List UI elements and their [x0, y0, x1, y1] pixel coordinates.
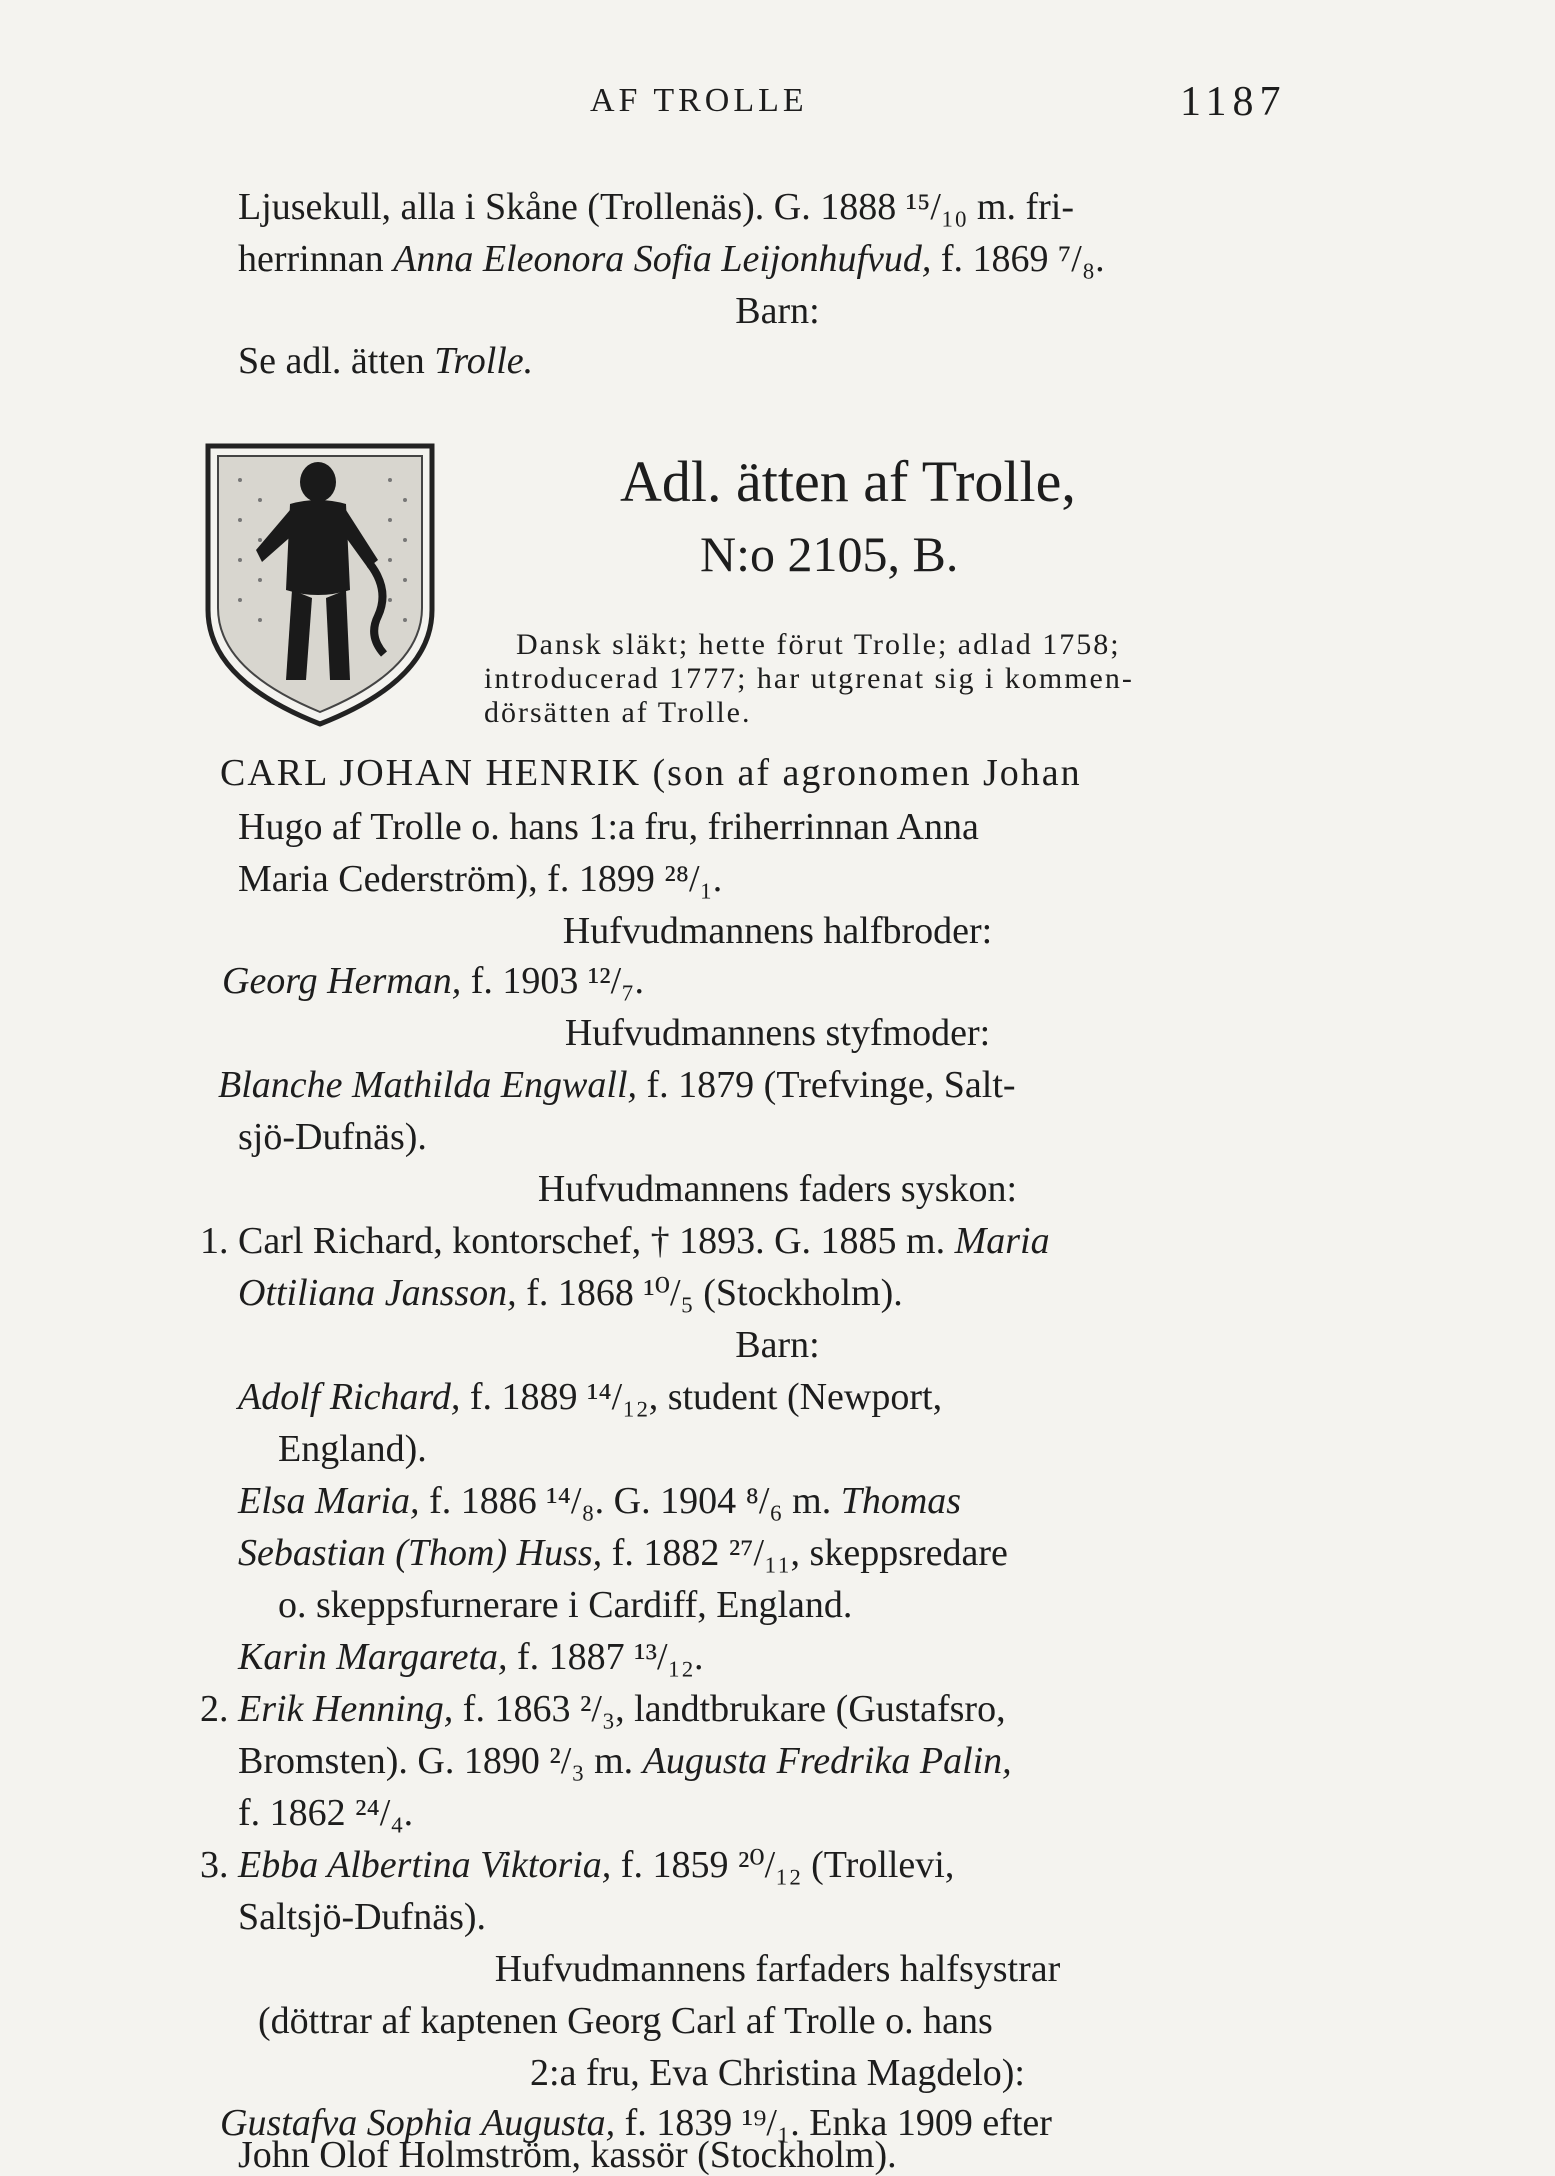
- text-span: f. 1879 (Trefvinge, Salt-: [637, 1064, 1016, 1106]
- body-line: [218, 1066, 1016, 1104]
- subsection-heading: Hufvudmannens halfbroder:: [562, 910, 993, 952]
- subsection-heading: Hufvudmannens faders syskon:: [537, 1168, 1018, 1210]
- text-span: 3.: [200, 1844, 238, 1886]
- text-span: 2.: [200, 1688, 238, 1730]
- body-line: John Olof Holmström, kassör (Stockholm).: [238, 2134, 897, 2176]
- body-line: [200, 1222, 1050, 1260]
- person-name: Ebba Albertina Viktoria,: [238, 1844, 612, 1886]
- text-span: f. 1887 ¹³/₁₂.: [507, 1636, 704, 1678]
- body-line: [200, 1690, 1006, 1728]
- subsection-heading: Hufvudmannens styfmoder:: [564, 1012, 991, 1054]
- person-name: Erik Henning,: [238, 1688, 454, 1730]
- body-line: f. 1862 ²⁴/₄.: [238, 1792, 414, 1834]
- text-span: f. 1839 ¹⁹/₁. Enka 1909 efter: [615, 2102, 1052, 2144]
- text-span: f. 1903 ¹²/₇.: [461, 960, 644, 1002]
- body-line: [222, 962, 644, 1000]
- text-span: f. 1869 ⁷/₈.: [931, 238, 1105, 280]
- person-name: Georg Herman,: [222, 960, 462, 1002]
- text-span: f. 1882 ²⁷/₁₁, skeppsredare: [602, 1532, 1008, 1574]
- person-name: Gustafva Sophia Augusta,: [220, 2102, 616, 2144]
- body-line: [238, 1534, 1008, 1572]
- subsection-heading: Barn:: [735, 1324, 820, 1366]
- body-line: [238, 1482, 961, 1520]
- body-line: (döttrar af kaptenen Georg Carl af Trolle o. hans: [258, 2000, 993, 2042]
- person-name: Elsa Maria,: [238, 1480, 420, 1522]
- text-span: f. 1859 ²⁰/₁₂ (Trollevi,: [611, 1844, 955, 1886]
- body-line: [238, 1274, 903, 1312]
- page-number: 1187: [1180, 79, 1287, 125]
- text-span: f. 1886 ¹⁴/₈. G. 1904 ⁸/₆ m.: [419, 1480, 841, 1522]
- body-line: Hugo af Trolle o. hans 1:a fru, friherrinnan Anna: [238, 806, 979, 848]
- body-line: Maria Cederström), f. 1899 ²⁸/₁.: [238, 858, 723, 900]
- intro-barn: Barn:: [735, 290, 820, 332]
- person-name: Adolf Richard,: [238, 1376, 461, 1418]
- body-line: Saltsjö-Dufnäs).: [238, 1896, 487, 1938]
- body-line: [238, 1378, 942, 1416]
- person-name: Augusta Fredrika Palin,: [642, 1740, 1012, 1782]
- description-line: introducerad 1777; har utgrenat sig i kommen-: [484, 662, 1134, 695]
- text-span: Se adl. ätten: [238, 340, 435, 382]
- person-name: Ottiliana Jansson,: [238, 1272, 517, 1314]
- body-line: sjö-Dufnäs).: [238, 1116, 427, 1158]
- body-line: o. skeppsfurnerare i Cardiff, England.: [278, 1584, 853, 1626]
- intro-line: [238, 240, 1105, 278]
- body-line: England).: [278, 1428, 427, 1470]
- text-span: f. 1868 ¹⁰/₅ (Stockholm).: [516, 1272, 903, 1314]
- text-span: 1. Carl Richard, kontorschef, † 1893. G. 1885 m.: [200, 1220, 955, 1262]
- person-name: Sebastian (Thom) Huss,: [238, 1532, 603, 1574]
- section-subheading: N:o 2105, B.: [700, 526, 959, 582]
- description-line: Dansk släkt; hette förut Trolle; adlad 1758;: [516, 628, 1121, 661]
- section-heading: Adl. ätten af Trolle,: [620, 449, 1076, 514]
- intro-line: Ljusekull, alla i Skåne (Trollenäs). G. 1888 ¹⁵/₁₀ m. fri-: [238, 186, 1074, 228]
- person-name: Karin Margareta,: [238, 1636, 508, 1678]
- text-span: f. 1863 ²/₃, landtbrukare (Gustafsro,: [453, 1688, 1006, 1730]
- text-span: f. 1889 ¹⁴/₁₂, student (Newport,: [460, 1376, 943, 1418]
- family-name: Trolle.: [434, 340, 534, 382]
- running-header: AF TROLLE: [590, 82, 808, 119]
- person-name: Thomas: [840, 1480, 962, 1522]
- text-span: Bromsten). G. 1890 ²/₃ m.: [238, 1740, 643, 1782]
- person-name: Maria: [954, 1220, 1050, 1262]
- intro-line: [238, 342, 533, 380]
- coat-of-arms-icon: [200, 440, 440, 730]
- person-name: Blanche Mathilda Engwall,: [218, 1064, 638, 1106]
- subsection-heading: Hufvudmannens farfaders halfsystrar: [494, 1948, 1061, 1990]
- body-line: CARL JOHAN HENRIK (son af agronomen Johan: [220, 752, 1082, 794]
- body-line: [238, 1742, 1012, 1780]
- body-line: [200, 1846, 954, 1884]
- body-line: [238, 1638, 704, 1676]
- person-name: Anna Eleonora Sofia Leijonhufvud,: [393, 238, 932, 280]
- description-line: dörsätten af Trolle.: [484, 696, 752, 729]
- body-line: 2:a fru, Eva Christina Magdelo):: [530, 2052, 1025, 2094]
- text-span: herrinnan: [238, 238, 394, 280]
